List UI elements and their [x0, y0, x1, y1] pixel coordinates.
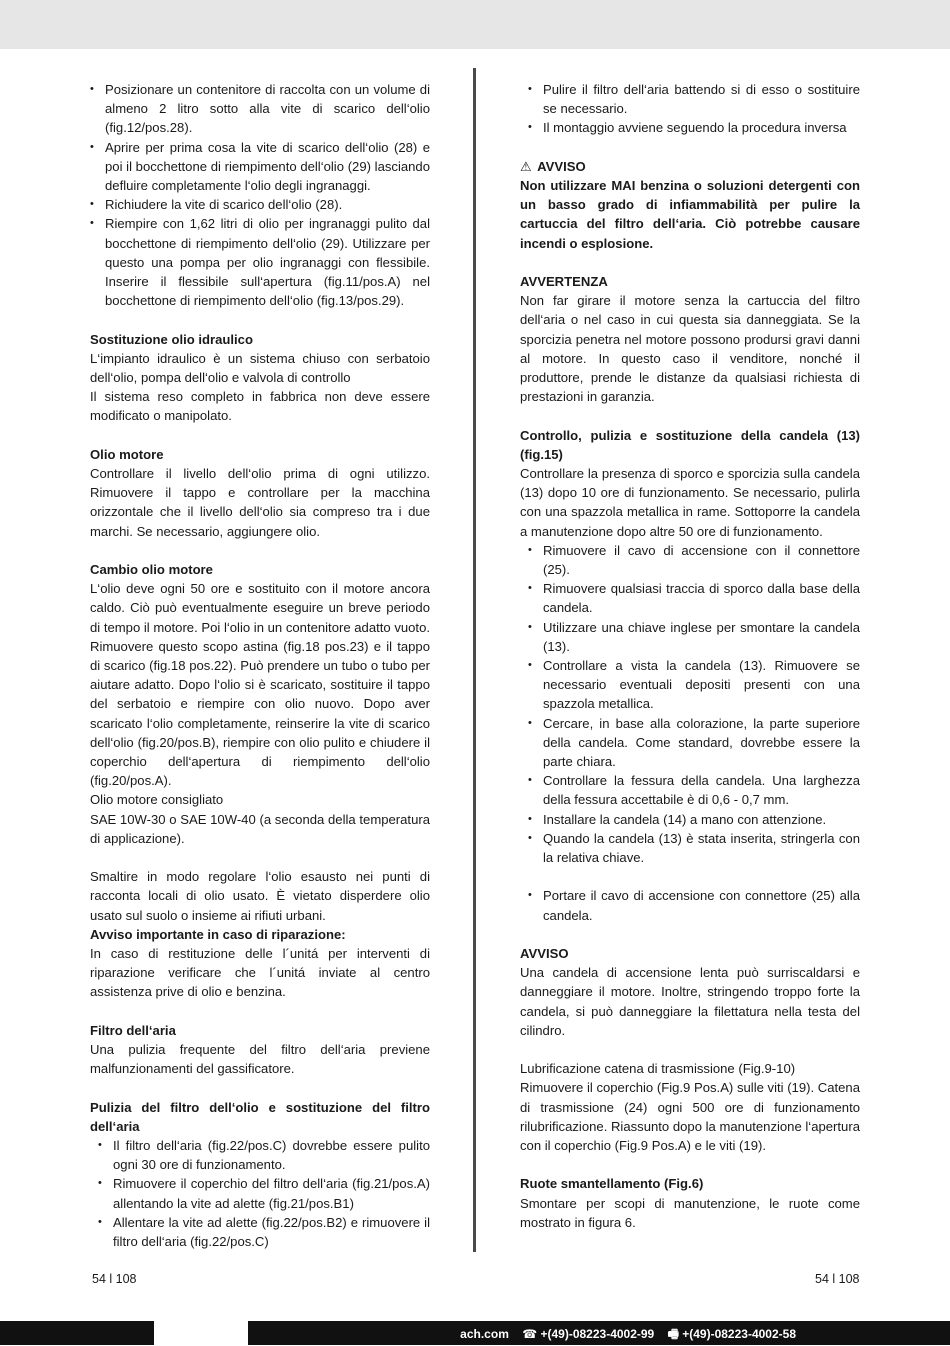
- list-item: • Aprire per prima cosa la vite di scarico dell‘olio (28) e poi il bocchettone di riempimento dell‘olio (29) lasciando defluire completamente l‘olio degli ingranaggi.: [90, 138, 430, 196]
- list-item: • Rimuovere il cavo di accensione con il connettore (25).: [528, 541, 860, 579]
- paragraph: Controllare la presenza di sporco e sporcizia sulla candela (13) dopo 10 ore di funzionamento. Se necessario, pulirla con una spazzola metallica in rame. Sottoporre la candela a manutenzione dopo altre 50 ore di funzionamento.: [520, 466, 860, 539]
- warning-triangle-icon: ⚠: [520, 158, 532, 174]
- chain-lubrication-title: Lubrificazione catena di trasmissione (Fig.9-10): [520, 1061, 796, 1077]
- warning-text: Non utilizzare MAI benzina o soluzioni detergenti con un basso grado di infiammabilità per pulire la cartuccia del filtro dell‘aria. Ciò potrebbe causare incendi o esplosione.: [520, 178, 860, 251]
- list-item: • Installare la candela (14) a mano con attenzione.: [528, 810, 860, 829]
- list-item: • Portare il cavo di accensione con connettore (25) alla candela.: [528, 886, 860, 924]
- footer-fax: 🖷 +(49)-08223-4002-58: [667, 1327, 796, 1341]
- paragraph: Smontare per scopi di manutenzione, le ruote come mostrato in figura 6.: [520, 1195, 860, 1230]
- footer-contact: [450, 1325, 796, 1346]
- list-item: • Richiudere la vite di scarico dell‘olio (28).: [90, 195, 430, 214]
- header-band: [0, 0, 950, 49]
- paragraph: L‘impianto idraulico è un sistema chiuso con serbatoio dell‘olio, pompa dell‘olio e valvola di controllo: [90, 350, 430, 386]
- list-item: • Posizionare un contenitore di raccolta con un volume di almeno 2 litro sotto alla vite di scarico dell‘olio (fig.12/pos.28).: [90, 80, 430, 138]
- paragraph: Rimuovere il coperchio (Fig.9 Pos.A) sulle viti (19). Catena di trasmissione (24) ogni 500 ore di funzionamento rilubrificazione. Riassunto dopo la manutenzione l‘apertura con il coperchio (Fig.9 Pos.A) e le viti (19).: [520, 1080, 860, 1154]
- list-item: • Allentare la vite ad alette (fig.22/pos.B2) e rimuovere il filtro dell‘aria (fig.22/pos.C): [98, 1213, 430, 1251]
- footer-website: ach.com: [460, 1327, 509, 1341]
- list-item: • Il montaggio avviene seguendo la procedura inversa: [528, 118, 860, 137]
- section-title-engine-oil: Olio motore: [90, 446, 164, 462]
- list-item: • Utilizzare una chiave inglese per smontare la candela (13).: [528, 618, 860, 656]
- paragraph: Non far girare il motore senza la cartuccia del filtro dell‘aria o nel caso in cui questa sia danneggiata. Se la sporcizia penetra nel motore possono prodursi gravi danni al motore. In questo caso il venditore, nonché il produttore, prende le distanze da qualsiasi richiesta di prestazioni in garanzia.: [520, 293, 860, 405]
- section-title-oil-change: Cambio olio motore: [90, 562, 213, 578]
- section-title-filter-cleaning: Pulizia del filtro dell‘olio e sostituzione del filtro dell‘aria: [90, 1099, 430, 1134]
- list-item: • Riempire con 1,62 litri di olio per ingranaggi pulito dal bocchettone di riempimento dell‘olio (29). Utilizzare per questo una pompa per olio ingranaggi con flessibile. Inserire il flessibile sull‘apertura (fig.11/pos.A) nel bocchettone di riempimento dell‘olio (fig.13/pos.29).: [90, 214, 430, 310]
- filter-steps: [90, 1136, 430, 1251]
- oil-drain-steps: [90, 80, 430, 310]
- section-title-hydraulic: Sostituzione olio idraulico: [90, 331, 253, 347]
- paragraph: L‘olio deve ogni 50 ore e sostituito con il motore ancora caldo. Ciò può eventualmente eseguire un breve periodo di tempo il motore. Poi l‘olio in un contenitore adatto vuoto. Rimuovere questo scopo astina (fig.18 pos.23) e il tappo di scarico (fig.18 pos.22). Può prendere un tubo o tubo per aiutare adatto. Dopo l‘olio si è scaricato, sostituire il tappo del serbatoio e riempire con olio nuovo. Dopo aver scaricato l‘olio completamente, reinserire la vite di scarico dell‘olio (fig.20/pos.B), riempire con olio pulito e chiudere il coperchio dell‘apertura di riempimento dell‘olio (fig.20/pos.A).: [90, 581, 430, 789]
- paragraph: Una pulizia frequente del filtro dell‘aria previene malfunzionamenti del gassificatore.: [90, 1042, 430, 1077]
- paragraph: Controllare il livello dell‘olio prima di ogni utilizzo. Rimuovere il tappo e controllare per la macchina orizzontale che il livello dell‘olio sia compreso tra i due marchi. Se necessario, aggiungere olio.: [90, 466, 430, 539]
- list-item: • Quando la candela (13) è stata inserita, stringerla con la relativa chiave.: [528, 829, 860, 867]
- list-item: • Pulire il filtro dell‘aria battendo si di esso o sostituire se necessario.: [528, 80, 860, 118]
- spark-plug-steps: [520, 541, 860, 867]
- footer-phone: ☎ +(49)-08223-4002-99: [522, 1327, 655, 1341]
- section-title-wheels: Ruote smantellamento (Fig.6): [520, 1176, 704, 1192]
- right-column: [520, 80, 860, 1232]
- paragraph: Il sistema reso completo in fabbrica non deve essere modificato o manipolato.: [90, 389, 430, 424]
- paragraph: Olio motore consigliato: [90, 792, 224, 808]
- paragraph: Smaltire in modo regolare l‘olio esausto nei punti di racconta locali di olio usato. È vietato disperdere olio usato sul suolo o insieme ai rifiuti urbani.: [90, 869, 430, 923]
- spark-plug-final-step: [520, 886, 860, 924]
- paragraph: Una candela di accensione lenta può surriscaldarsi e danneggiare il motore. Inoltre, stringendo troppo forte la candela, si può danneggiare la filettatura nella testa del cilindro.: [520, 965, 860, 1038]
- list-item: • Cercare, in base alla colorazione, la parte superiore della candela. Come standard, dovrebbe essere la parte chiara.: [528, 714, 860, 772]
- list-item: • Rimuovere il coperchio del filtro dell‘aria (fig.21/pos.A) allentando la vite ad alette (fig.21/pos.B1): [98, 1174, 430, 1212]
- section-title-air-filter: Filtro dell‘aria: [90, 1022, 176, 1038]
- left-column: [90, 80, 430, 1251]
- list-item: • Rimuovere qualsiasi traccia di sporco dalla base della candela.: [528, 579, 860, 617]
- page-number-left: 54 l 108: [92, 1272, 137, 1286]
- paragraph: SAE 10W-30 o SAE 10W-40 (a seconda della temperatura di applicazione).: [90, 811, 430, 846]
- warning-title: ⚠ AVVISO: [520, 157, 860, 176]
- list-item: • Controllare la fessura della candela. Una larghezza della fessura accettabile è di 0,6 - 0,7 mm.: [528, 771, 860, 809]
- list-item: • Il filtro dell‘aria (fig.22/pos.C) dovrebbe essere pulito ogni 30 ore di funzionamento.: [98, 1136, 430, 1174]
- caution-title: AVVERTENZA: [520, 274, 608, 289]
- footer-bar: [0, 1321, 950, 1345]
- filter-steps-cont: [520, 80, 860, 138]
- notice-title: AVVISO: [520, 946, 569, 962]
- page-number-right: 54 l 108: [815, 1272, 860, 1286]
- footer-gap: [154, 1321, 248, 1345]
- list-item: • Controllare a vista la candela (13). Rimuovere se necessario eventuali depositi presenti con una spazzola metallica.: [528, 656, 860, 714]
- paragraph: In caso di restituzione delle l´unitá per interventi di riparazione verificare che l´unitá inviate al centro assistenza prive di olio e benzina.: [90, 946, 430, 1000]
- section-title-spark-plug: Controllo, pulizia e sostituzione della candela (13) (fig.15): [520, 427, 860, 462]
- section-title-repair: Avviso importante in caso di riparazione:: [90, 926, 346, 942]
- column-divider: [473, 68, 476, 1252]
